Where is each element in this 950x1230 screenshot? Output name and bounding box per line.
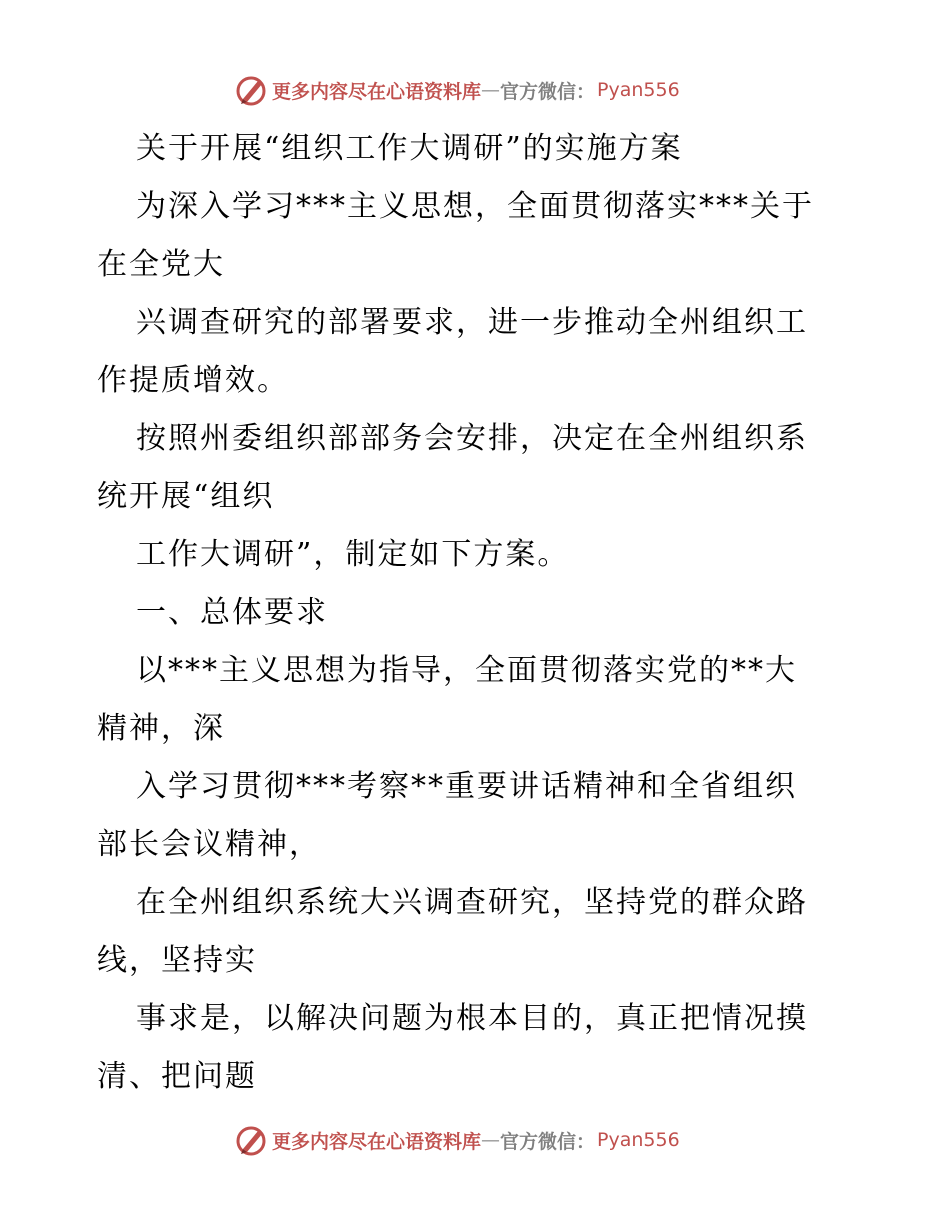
banner-wechat-label: 官方微信： (500, 80, 596, 103)
document-title: 关于开展“组织工作大调研”的实施方案 (136, 131, 683, 166)
banner-separator: — (481, 1129, 501, 1151)
pen-logo-icon (234, 1123, 268, 1157)
paragraph-line: 工作大调研”，制定如下方案。 (136, 537, 570, 572)
paragraph-line: 在全州组织系统大兴调查研究，坚持党的群众路 (136, 885, 808, 920)
paragraph-line: 部长会议精神， (97, 827, 321, 862)
document-body (97, 120, 857, 1106)
paragraph-line: 作提质增效。 (97, 363, 289, 398)
paragraph-line: 以***主义思想为指导，全面贯彻落实党的**大 (136, 653, 797, 688)
paragraph-line: 兴调查研究的部署要求，进一步推动全州组织工 (136, 305, 808, 340)
paragraph-line: 按照州委组织部部务会安排，决定在全州组织系 (136, 421, 808, 456)
banner-wechat-id: Pyan556 (597, 1129, 680, 1151)
banner-separator: — (481, 79, 501, 101)
pen-logo-icon (234, 73, 268, 107)
banner-wechat-id: Pyan556 (597, 79, 680, 101)
footer-banner (234, 1122, 680, 1158)
paragraph-line: 精神，深 (97, 711, 225, 746)
banner-wechat-label: 官方微信： (500, 1130, 596, 1153)
header-banner (234, 72, 680, 108)
paragraph-line: 在全党大 (97, 247, 225, 282)
banner-brand-text: 更多内容尽在心语资料库 (272, 80, 482, 103)
paragraph-line: 清、把问题 (97, 1059, 257, 1094)
banner-brand-text: 更多内容尽在心语资料库 (272, 1130, 482, 1153)
paragraph-line: 入学习贯彻***考察**重要讲话精神和全省组织 (136, 769, 797, 804)
paragraph-line: 一、总体要求 (136, 595, 328, 630)
paragraph-line: 事求是，以解决问题为根本目的，真正把情况摸 (136, 1001, 808, 1036)
paragraph-line: 统开展“组织 (97, 479, 275, 514)
paragraph-line: 线，坚持实 (97, 943, 257, 978)
paragraph-line: 为深入学习***主义思想，全面贯彻落实***关于 (136, 189, 814, 224)
